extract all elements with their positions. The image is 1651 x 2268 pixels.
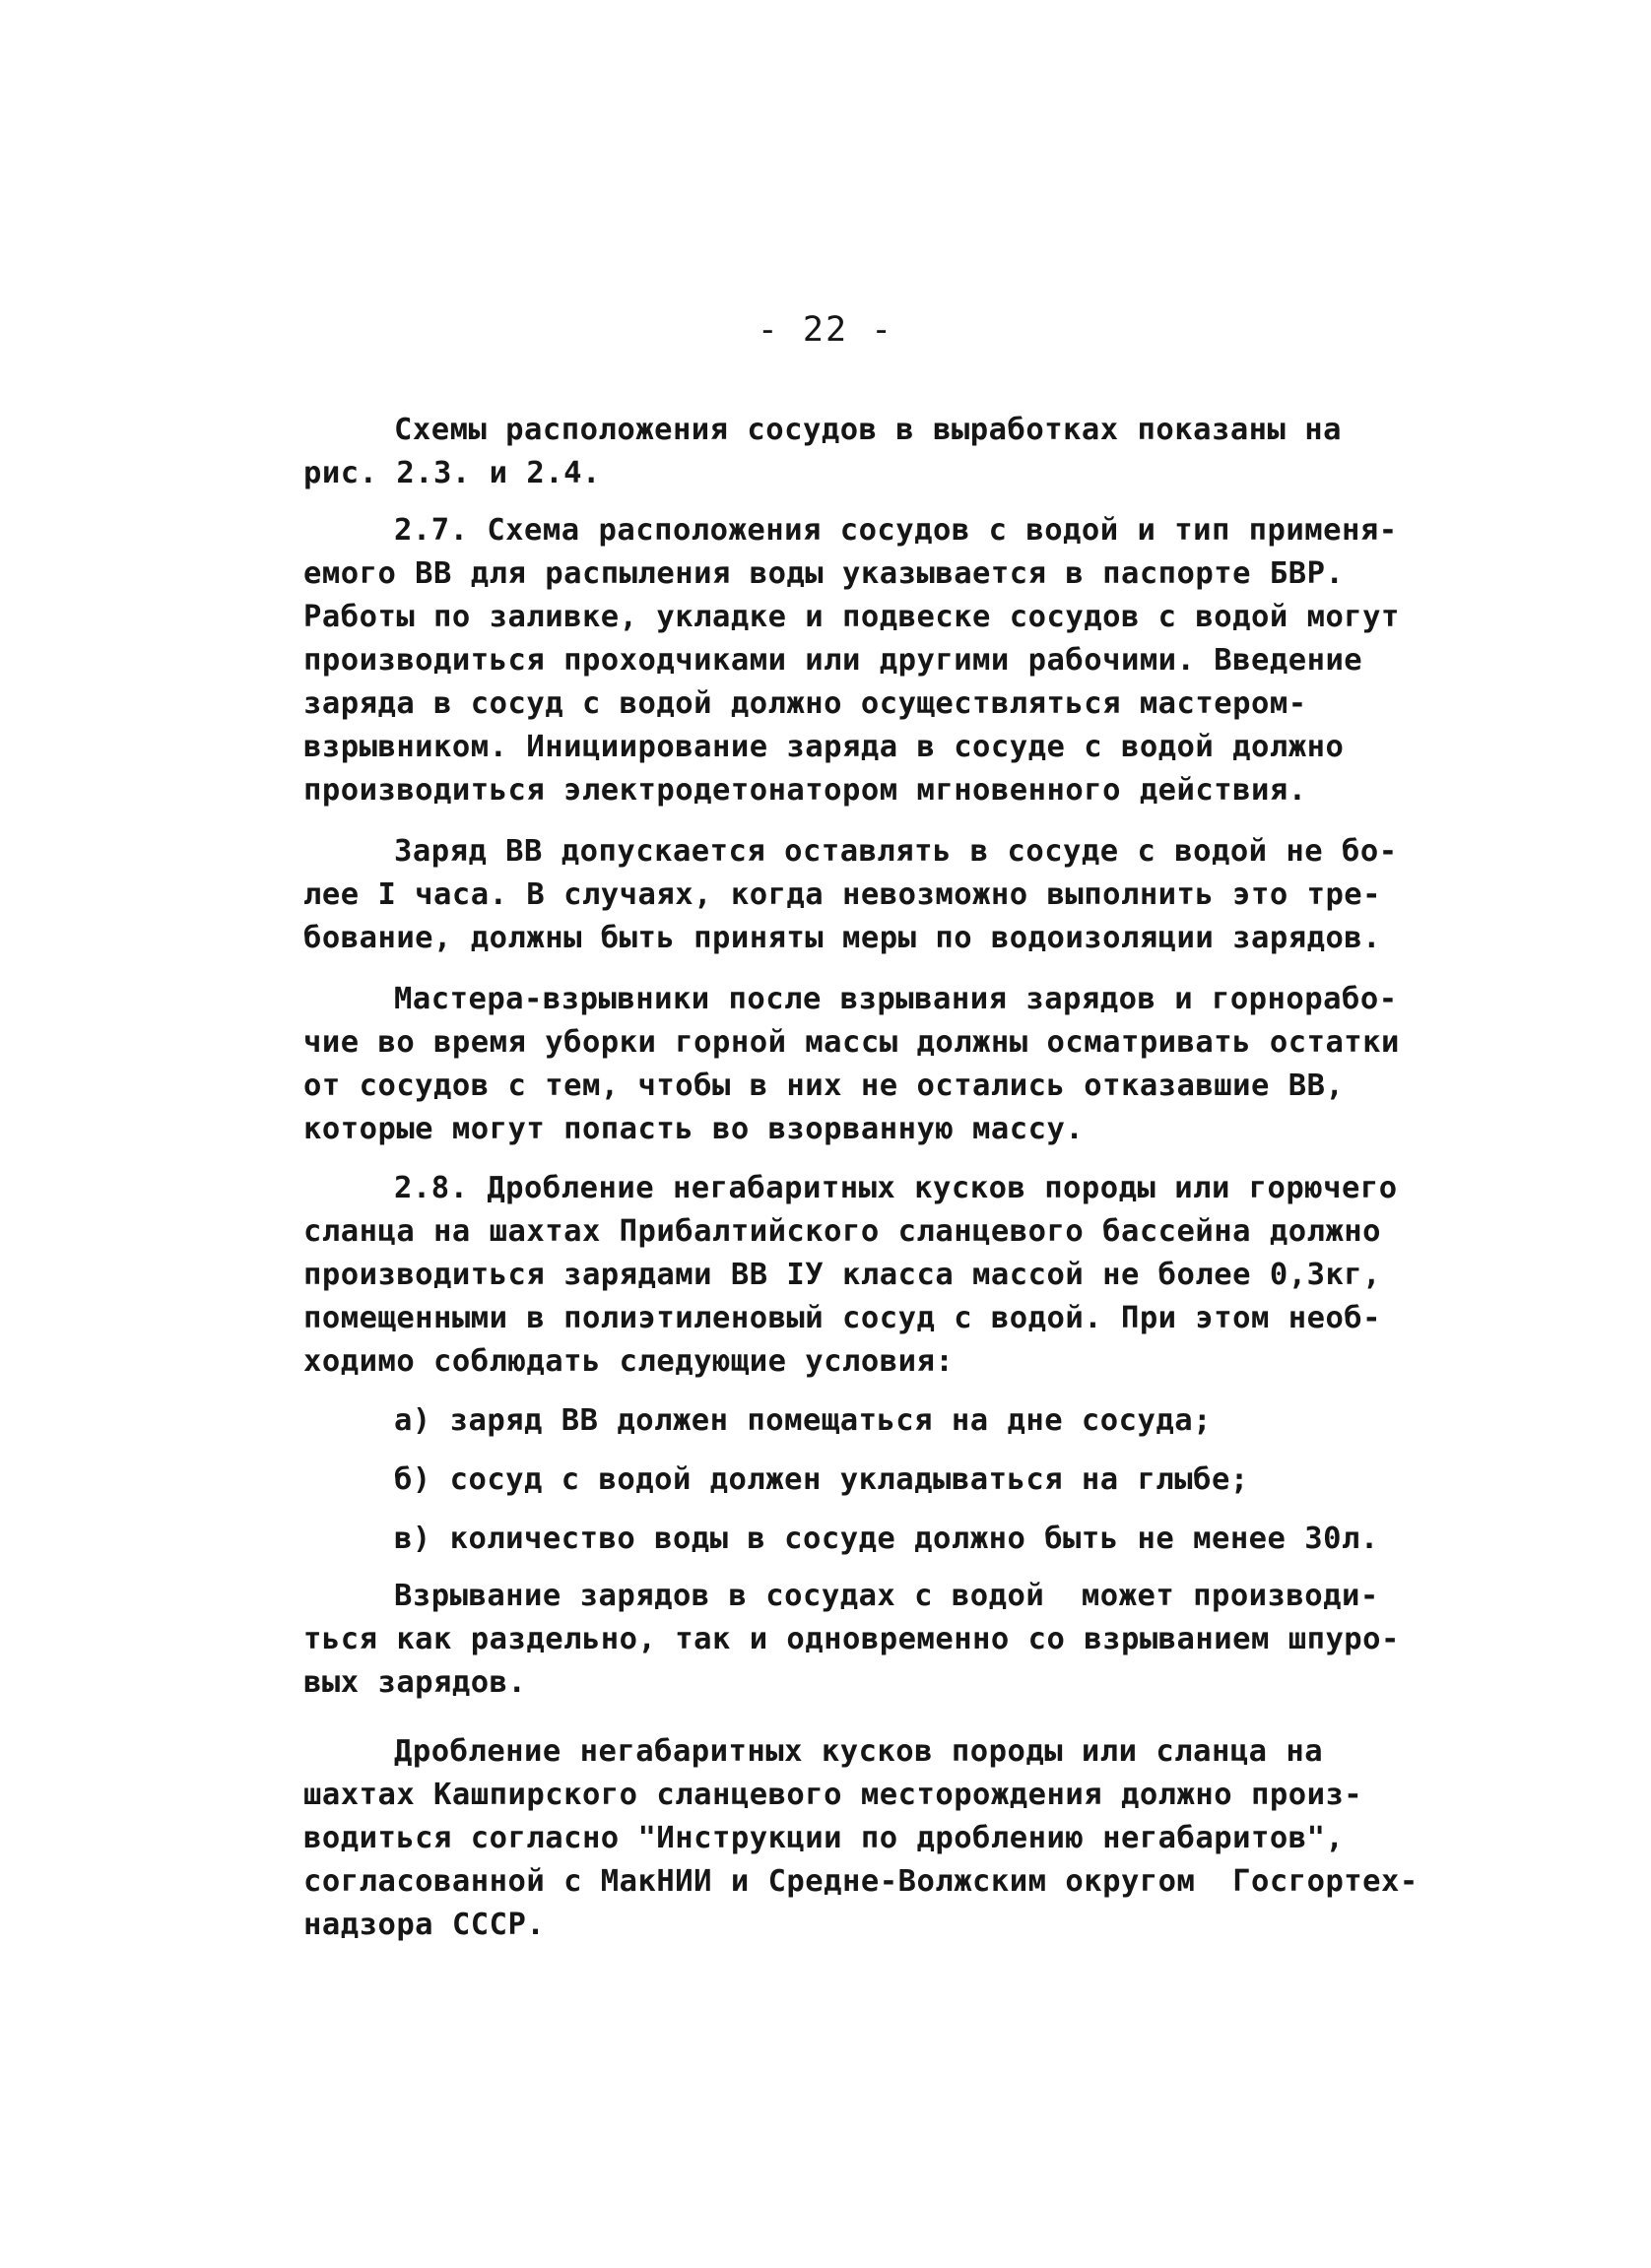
paragraph-blasting [303, 1575, 1400, 1705]
list-item-v [303, 1518, 1387, 1561]
paragraph-charge-time [303, 830, 1398, 960]
text-line: Заряд ВВ допускается оставлять в сосуде с водой не бо- [394, 834, 1398, 869]
text-line: б) сосуд с водой должен укладываться на глыбе; [394, 1462, 1249, 1497]
text-line: надзора СССР. [303, 1908, 546, 1942]
text-line: взрывником. Инициирование заряда в сосуде с водой должно [303, 730, 1345, 764]
text-line: а) заряд ВВ должен помещаться на дне сосуда; [394, 1403, 1212, 1438]
text-line: емого ВВ для распыления воды указывается в паспорте БВР. [303, 556, 1345, 591]
text-line: ходимо соблюдать следующие условия: [303, 1344, 955, 1379]
text-line: заряда в сосуд с водой должно осуществляться мастером- [303, 686, 1307, 721]
paragraph-2-8 [303, 1167, 1398, 1384]
text-line: лее I часа. В случаях, когда невозможно выполнить это тре- [303, 877, 1382, 912]
text-line: вых зарядов. [303, 1665, 527, 1700]
text-line: шахтах Кашпирского сланцевого месторождения должно произ- [303, 1778, 1363, 1812]
document-body [303, 409, 1419, 1947]
text-line: Работы по заливке, укладке и подвеске сосудов с водой могут [303, 600, 1400, 634]
text-line: Дробление негабаритных кусков породы или сланца на [394, 1734, 1324, 1769]
text-line: бование, должны быть приняты меры по водоизоляции зарядов. [303, 921, 1382, 955]
text-line: Мастера-взрывники после взрывания зарядов и горнорабо- [394, 982, 1398, 1016]
text-line: Взрывание зарядов в сосудах с водой может производи- [394, 1579, 1379, 1613]
text-line: чие во время уборки горной массы должны осматривать остатки [303, 1025, 1400, 1060]
paragraph-kashpir [303, 1730, 1419, 1947]
list-item-a [303, 1399, 1387, 1443]
text-line: в) количество воды в сосуде должно быть не менее 30л. [394, 1522, 1379, 1556]
text-line: помещенными в полиэтиленовый сосуд с водой. При этом необ- [303, 1301, 1382, 1335]
paragraph-2-7 [303, 509, 1400, 812]
text-line: ться как раздельно, так и одновременно со взрыванием шпуро- [303, 1622, 1400, 1656]
list-item-b [303, 1458, 1387, 1502]
text-line: Схемы расположения сосудов в выработках показаны на [394, 413, 1342, 447]
text-line: 2.8. Дробление негабаритных кусков породы или горючего [394, 1171, 1398, 1205]
text-line: производиться проходчиками или другими рабочими. Введение [303, 643, 1363, 678]
text-line: производиться электродетонатором мгновенного действия. [303, 773, 1307, 808]
page-number: - 22 - [757, 310, 894, 350]
text-line: согласованной с МакНИИ и Средне-Волжским округом Госгортех- [303, 1864, 1419, 1899]
text-line: производиться зарядами ВВ IУ класса массой не более 0,3кг, [303, 1258, 1382, 1292]
text-line: сланца на шахтах Прибалтийского сланцевого бассейна должно [303, 1214, 1382, 1249]
text-line: от сосудов с тем, чтобы в них не остались отказавшие ВВ, [303, 1069, 1345, 1103]
paragraph-inspection [303, 978, 1400, 1151]
paragraph-schemes-reference [303, 409, 1387, 495]
text-line: 2.7. Схема расположения сосудов с водой и тип применя- [394, 513, 1398, 548]
text-line: водиться согласно "Инструкции по дроблению негабаритов", [303, 1821, 1345, 1855]
text-line: рис. 2.3. и 2.4. [303, 456, 601, 490]
text-line: которые могут попасть во взорванную массу. [303, 1112, 1085, 1146]
